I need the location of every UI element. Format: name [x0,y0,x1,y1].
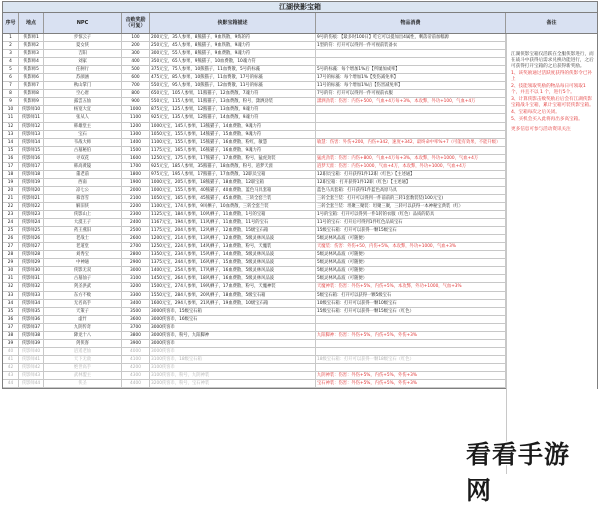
cell-npc: 韦战大师 [44,139,122,146]
cell-index: 17 [3,163,19,170]
cell-chest-desc: 550元宝，115人参果，11熊猫子，13血费散，粉号，潇洒劲装 [150,98,316,105]
header-chest-desc: 侠影宝箱描述 [150,13,316,33]
cell-item-use [316,131,506,138]
cell-npc: 任舸行 [44,66,122,73]
cell-index: 31 [3,275,19,282]
cell-chest-desc: 3000侠客币，16级宝石 [150,316,316,323]
cell-reward: 1300 [122,131,150,138]
cell-location: 侠影师21 [19,195,44,202]
cell-chest-desc: 1167元宝，194人参果，11风栖子，11血费散，11号的宝石 [150,219,316,226]
cell-index: 7 [3,82,19,89]
cell-reward: 1700 [122,163,150,170]
cell-reward: 2600 [122,235,150,242]
cell-location: 侠影师11 [19,114,44,121]
cell-chest-desc: 1450元宝，264人参果，18风栖子，16血费散，5级灵林风品波 [150,275,316,282]
cell-item-use: 三转全套兰装：打开可以得到一件前前的三转1套数装装(100元宝) [316,195,506,202]
cell-chest-desc: 650元宝，105人参果，11熊猫子，12血费散，7魂力符 [150,90,316,97]
cell-npc: 韩高黄镜 [44,163,122,170]
cell-chest-desc: 1550元宝，284人参果，20风栖子，18血费散，5级宝石箱 [150,292,316,299]
cell-index: 44 [3,380,19,387]
cell-index: 5 [3,66,19,73]
notes-line: 5、买机会买入此将再出多高宝箱。 [511,117,583,122]
cell-item-use: 九阴神装：伤害：外伤+5%，内伤+5%，外伤+3% [316,372,506,379]
cell-reward: 1600 [122,155,150,162]
cell-npc: 侠圣 [44,380,122,387]
notes-line: 4、宝箱每次之后关闭。 [511,110,560,115]
cell-chest-desc: 550元宝，95人参果，10熊猫子，12血费散，11号的标藻 [150,82,316,89]
cell-location: 侠影师34 [19,300,44,307]
cell-index: 6 [3,74,19,81]
cell-reward: 4200 [122,364,150,371]
cell-reward: 2900 [122,259,150,266]
cell-index: 22 [3,203,19,210]
cell-item-use: 17号的标藻：每个增加1%【变伤减免率】 [316,74,506,81]
cell-location: 侠影师5 [19,66,44,73]
cell-chest-desc: 975元宝，195人参果，17熊猫子，17血费散，12职员宝箱 [150,171,316,178]
cell-npc: 绝世高手 [44,364,122,371]
cell-reward: 1400 [122,139,150,146]
cell-chest-desc: 350元宝，65人参果，9熊猫子，10血费散，10魂力符 [150,58,316,65]
cell-index: 37 [3,324,19,331]
cell-location: 侠影师16 [19,155,44,162]
cell-location: 侠影师24 [19,219,44,226]
header-reward: 击败奖励（可复） [122,13,150,33]
cell-reward: 3800 [122,332,150,339]
cell-index: 35 [3,308,19,315]
cell-item-use: 9号的伤痕：【最多时100日】吃它可以提加出4属性，剩落帝前加幅源 [316,34,506,41]
cell-index: 39 [3,340,19,347]
cell-index: 24 [3,219,19,226]
cell-npc: 张从人 [44,114,122,121]
cell-npc: 中神通 [44,259,122,266]
cell-reward: 2300 [122,211,150,218]
cell-location: 侠影师7 [19,82,44,89]
cell-item-use: 1型的符：打开可以得到一件可视前装备衣 [316,42,506,49]
cell-chest-desc: 1350元宝，234人参果，15风栖子，14血费散，5级灵林风品波 [150,251,316,258]
cell-chest-desc: 925元宝，135人参果，12熊猫子，14血费散，9魂力符 [150,114,316,121]
cell-item-use: 5级灵林风品波（可随便） [316,251,506,258]
cell-reward: 3400 [122,300,150,307]
cell-chest-desc: 1500元宝，274人参果，19风栖子，17血费散，粉号，天魔神装 [150,283,316,290]
cell-item-use [316,147,506,154]
cell-reward: 3200 [122,283,150,290]
cell-chest-desc: 375元宝，75人参果，10熊猫子，11血费散，5号的标藻 [150,66,316,73]
cell-npc: 空心唐 [44,90,122,97]
cell-item-use: 10级宝石箱：打开可以获得一颗10级宝石 [316,300,506,307]
cell-reward: 700 [122,82,150,89]
header-notes: 备注 [546,20,557,26]
cell-npc: 侠影无双 [44,267,122,274]
header-location: 地点 [19,13,44,33]
cell-reward: 2400 [122,219,150,226]
cell-chest-desc: 1250元宝，175人参果，17熊猫子，17血费散，粉号，猛虎劲装 [150,155,316,162]
cell-chest-desc: 3100侠客币，粉号，九阴神装 [150,372,316,379]
cell-location: 侠影师23 [19,211,44,218]
cell-location: 侠影师14 [19,139,44,146]
cell-item-use: 5级宝石箱：打开可以获得一颗5级宝石 [316,292,506,299]
spreadsheet [2,1,598,389]
cell-location: 侠影师41 [19,356,44,363]
cell-index: 23 [3,211,19,218]
cell-index: 41 [3,356,19,363]
cell-index: 36 [3,316,19,323]
cell-reward: 3100 [122,275,150,282]
cell-npc: 刘家 [44,58,122,65]
cell-index: 1 [3,34,19,41]
cell-chest-desc: 3100侠客币 [150,364,316,371]
cell-npc: 步惊云子 [44,34,122,41]
cell-location: 侠影师32 [19,283,44,290]
cell-npc: 老战士 [44,235,122,242]
cell-item-use: 18级宝石箱：打开可以获得一颗18级宝石（红色） [316,356,506,363]
cell-item-use [316,340,506,347]
cell-index: 34 [3,300,19,307]
cell-item-use [316,58,506,65]
cell-index: 30 [3,267,19,274]
cell-location: 侠影师10 [19,106,44,113]
cell-npc: 古墓秘伯 [44,147,122,154]
cell-index: 42 [3,364,19,371]
cell-reward: 1100 [122,114,150,121]
cell-location: 侠影师1 [19,34,44,41]
cell-chest-desc: 1125元宝，184人参果，10风栖子，11血费散，1号的宝箱 [150,211,316,218]
cell-npc: 解旧侠 [44,203,122,210]
cell-location: 侠影师43 [19,372,44,379]
cell-location: 侠影师20 [19,187,44,194]
cell-npc: 秋山掌门 [44,82,122,89]
cell-item-use [316,324,506,331]
cell-reward: 1900 [122,179,150,186]
cell-location: 侠影师27 [19,243,44,250]
cell-npc: 武林盟主 [44,372,122,379]
cell-item-use: 三转全套兰装：坦聚三聚装：坦聚三聚，三转可以获得一本神秘宝典装（红） [316,203,506,210]
notes-line: 1、该奖励通过活跃度获得的侠影令已补上 [511,71,593,82]
cell-reward: 4400 [122,380,150,387]
cell-reward: 4000 [122,348,150,355]
cell-chest-desc: 1050元宝，155人参果，14熊猫子，15血费散，9魂力符 [150,131,316,138]
cell-reward: 1000 [122,106,150,113]
cell-npc: 寻双花 [44,155,122,162]
cell-location: 侠影师3 [19,50,44,57]
cell-chest-desc: 3100侠客币，18级宝石箱 [150,356,316,363]
cell-location: 侠影师25 [19,227,44,234]
cell-item-use: 九阳脚神：伤害：外伤+5%，内伤+5%，外伤+3% [316,332,506,339]
cell-chest-desc: 1050元宝，165人参果，45熊猫子，45血费散，三转全套兰装 [150,195,316,202]
cell-npc: 天下无敌 [44,356,122,363]
cell-location: 侠影师35 [19,308,44,315]
notes-intro: 江湖侠影宝箱仅活跃在全服侠影进行，而在战斗中获得后需求兑换功能进行，之后可获得打开宝箱的之后获得新奖励。 [511,52,594,69]
cell-reward: 1800 [122,171,150,178]
cell-item-use: 7号的符：打开可以得到一件可视前衣服 [316,90,506,97]
cell-chest-desc: 3000侠客币，粉号，九阳脚神 [150,332,316,339]
cell-item-use: 逍梦天涯：伤害：内伤+1000，气血+4万，本攻弊，外功+1000，气血+4万 [316,163,506,170]
cell-item-use [316,114,506,121]
cell-location: 侠影师6 [19,74,44,81]
cell-index: 8 [3,90,19,97]
cell-npc: 大漠王子 [44,219,122,226]
cell-location: 侠影师39 [19,340,44,347]
cell-index: 32 [3,283,19,290]
cell-reward: 200 [122,42,150,49]
cell-item-use [316,316,506,323]
cell-index: 2 [3,42,19,49]
cell-index: 25 [3,227,19,234]
cell-reward: 400 [122,58,150,65]
cell-chest-desc: 3000侠客币 [150,340,316,347]
cell-item-use: 5级灵林风品波（可随便） [316,259,506,266]
cell-item-use: 5级灵林风品波（可随便） [316,235,506,242]
cell-index: 9 [3,98,19,105]
cell-location: 侠影师15 [19,147,44,154]
cell-location: 侠影师13 [19,131,44,138]
cell-reward: 900 [122,98,150,105]
cell-chest-desc: 1175元宝，204人参果，12风栖子，12血费散，15级宝石箱 [150,227,316,234]
cell-index: 13 [3,131,19,138]
cell-npc: 虚竹 [44,316,122,323]
cell-index: 14 [3,139,19,146]
cell-item-use: 11号的宝石：打开后可得到1件红色品质宝石 [316,219,506,226]
cell-location: 侠影师37 [19,324,44,331]
cell-item-use: 猛虎劲装：伤害：内伤+800，气血+4万每+3%，本攻弊，外功+1000，气血+4万 [316,155,506,162]
cell-index: 18 [3,171,19,178]
cell-npc: 古墓仙子 [44,275,122,282]
cell-item-use: 12职宝箱：打开获得1件12职（红色）【主述通】 [316,179,506,186]
cell-reward: 2800 [122,251,150,258]
cell-item-use: 潇洒劲装：伤害：内伤+500，气血+4万每+3%，本攻弊，外功+100，气血+4万 [316,98,506,105]
cell-chest-desc: 1000元宝，155人参果，40熊猫子，40血费散，蓝色马具套箱 [150,187,316,194]
cell-npc: 露雲五仙 [44,98,122,105]
cell-location: 侠影师40 [19,348,44,355]
notes-cell [506,34,597,474]
cell-item-use: 15级宝石箱：打开可以获得一颗15级宝石 [316,227,506,234]
cell-npc: 杨宽大宜 [44,106,122,113]
header-npc: NPC [44,13,122,33]
cell-item-use: 蓝色马具套箱：打开获得1件蓝色高原马具 [316,187,506,194]
cell-chest-desc: 475元宝，85人参果，10熊猫子，11血费散，17号的标藻 [150,74,316,81]
cell-reward: 800 [122,90,150,97]
cell-reward: 1200 [122,123,150,130]
cell-location: 侠影师2 [19,42,44,49]
cell-chest-desc: 3000侠客币 [150,348,316,355]
cell-item-use [316,364,506,371]
cell-npc: 苏颜涵 [44,74,122,81]
cell-index: 38 [3,332,19,339]
cell-index: 29 [3,259,19,266]
sheet-title: 江湖侠影宝箱 [3,2,597,13]
cell-item-use: 15级宝石箱：打开可以获得一颗15级宝石（红色） [316,308,506,315]
cell-index: 26 [3,235,19,242]
cell-reward: 300 [122,50,150,57]
cell-location: 侠影师38 [19,332,44,339]
cell-index: 21 [3,195,19,202]
cell-item-use: 5号的标藻：每个增加1%后【所屡加成率】 [316,66,506,73]
cell-npc: 夏女侠 [44,42,122,49]
cell-npc: 逍遥老仙 [44,348,122,355]
cell-reward: 3300 [122,292,150,299]
cell-index: 19 [3,179,19,186]
cell-chest-desc: 1175元宝，165人参果，16熊猫子，16血费散，9魂力符 [150,147,316,154]
cell-reward: 2100 [122,195,150,202]
cell-chest-desc: 300元宝，55人参果，8熊猫子，9血费散，9魂力符 [150,50,316,57]
cell-location: 侠影师12 [19,123,44,130]
cell-item-use: 天魔神装：伤害：外伤+5%，内伤+5%，本攻弊，外功+1000，气血+3% [316,283,506,290]
cell-reward: 1500 [122,147,150,154]
cell-npc: 降龙十八 [44,332,122,339]
cell-chest-desc: 3200侠客币，粉号，宝石神装 [150,380,316,387]
cell-index: 3 [3,50,19,57]
cell-index: 10 [3,106,19,113]
table-header [3,13,597,34]
cell-location: 侠影师22 [19,203,44,210]
cell-chest-desc: 1000元宝，145人参果，13熊猫子，14血费散，9魂力符 [150,123,316,130]
cell-reward: 3000 [122,267,150,274]
cell-npc: 无名高手 [44,300,122,307]
cell-chest-desc: 1250元宝，224人参果，14风栖子，13血费散，粉号，天魔装 [150,243,316,250]
cell-item-use [316,348,506,355]
cell-npc: 韩雄堂主 [44,123,122,130]
cell-chest-desc: 1100元宝，155人参果，15熊猫子，16血费散，粉红，敏慧 [150,139,316,146]
cell-reward: 2500 [122,227,150,234]
cell-location: 侠影师9 [19,98,44,105]
table [3,13,597,388]
cell-npc: 西南 [44,179,122,186]
cell-npc: 董老前 [44,171,122,178]
notes-line: 2、技能领取奖励的物品每日可领取1个，并且不以 1 个，进行5个。 [511,84,586,95]
cell-reward: 4300 [122,372,150,379]
cell-item-use: 11号的标藻：每个增加1%后【伤害减免率】 [316,82,506,89]
cell-reward: 2700 [122,243,150,250]
cell-chest-desc: 1375元宝，244人参果，16风栖子，15血费散，5级灵林风品波 [150,259,316,266]
cell-reward: 4100 [122,356,150,363]
cell-npc: 吉阳 [44,50,122,57]
cell-chest-desc: 3000侠客币 [150,324,316,331]
cell-reward: 3700 [122,324,150,331]
cell-location: 侠影师30 [19,267,44,274]
cell-index: 28 [3,251,19,258]
cell-item-use [316,50,506,57]
cell-location: 侠影师8 [19,90,44,97]
cell-location: 侠影师44 [19,380,44,387]
cell-index: 27 [3,243,19,250]
cell-location: 侠影师4 [19,58,44,65]
cell-location: 侠影师17 [19,163,44,170]
cell-chest-desc: 1100元宝，174人参果，9风栖子，10血费散，三转全套兰装 [150,203,316,210]
cell-reward: 3600 [122,316,150,323]
header-index: 序号 [3,13,19,33]
cell-reward: 100 [122,34,150,41]
cell-location: 侠影师29 [19,259,44,266]
cell-npc: 凉七公 [44,187,122,194]
cell-npc: 侠影山上 [44,211,122,218]
cell-index: 40 [3,348,19,355]
watermark-logo [466,440,594,505]
cell-index: 4 [3,58,19,65]
cell-item-use: 宝石神装：伤害：外伤+5%，内伤+5%，外伤+3% [316,380,506,387]
cell-chest-desc: 200元宝，35人参果，8熊猫子，9血铁散，9炼的符 [150,34,316,41]
cell-item-use: 12职员宝箱：打开获得1件12职（红色）【主述通】 [316,171,506,178]
cell-item-use: 5级灵林风品波（可随便） [316,275,506,282]
cell-npc: 药王燕旧 [44,227,122,234]
cell-item-use [316,106,506,113]
cell-item-use: 5级灵林风品波（可随便） [316,267,506,274]
notes-extra: 更多信息可参与活动资讯关注 [511,127,571,132]
cell-chest-desc: 1000元宝，205人参果，18熊猫子，18血费散，12职宝箱 [150,179,316,186]
cell-index: 11 [3,114,19,121]
cell-chest-desc: 925元宝，185人参果，35熊猫子，18血费散，粉号，逍梦天涯 [150,163,316,170]
cell-index: 12 [3,123,19,130]
cell-reward: 2200 [122,203,150,210]
cell-reward: 2000 [122,187,150,194]
cell-chest-desc: 3000侠客币，15级宝石箱 [150,308,316,315]
cell-location: 侠影师31 [19,275,44,282]
cell-index: 20 [3,187,19,194]
cell-npc: 慕容雪 [44,195,122,202]
cell-index: 33 [3,292,19,299]
cell-chest-desc: 1200元宝，214人参果，13风栖子，12血费散，5级灵林风品波 [150,235,316,242]
cell-location: 侠影师19 [19,179,44,186]
cell-npc: 剑圣洪武 [44,283,122,290]
cell-npc: 刘秀宝 [44,251,122,258]
cell-chest-desc: 875元宝，125人参果，12熊猫子，13血费散，9魂力符 [150,106,316,113]
cell-item-use [316,123,506,130]
header-item-use: 物品消费 [316,13,506,33]
cell-npc: 九阴传奇 [44,324,122,331]
cell-location: 侠影师28 [19,251,44,258]
cell-chest-desc: 250元宝，45人参果，8熊猫子，9血铁散，9魂力符 [150,42,316,49]
cell-npc: 老道堂 [44,243,122,250]
notes-line: 3、计算侠影击败奖励后后会有江湖侠影宝箱战斗宝箱，累计宝箱可装侠影宝箱。 [511,97,594,108]
cell-npc: 剑侠客 [44,340,122,347]
cell-location: 侠影师36 [19,316,44,323]
watermark-text: 看看手游网 [466,440,571,505]
cell-location: 侠影师18 [19,171,44,178]
cell-location: 侠影师42 [19,364,44,371]
cell-npc: 东方不败 [44,292,122,299]
cell-item-use: 1号的宝箱：打开可以得到一件1转的衣服（红色）品质的防具 [316,211,506,218]
cell-reward: 600 [122,74,150,81]
cell-npc: 宝石 [44,131,122,138]
cell-chest-desc: 1600元宝，294人参果，21风栖子，19血费散，10级宝石箱 [150,300,316,307]
cell-location: 侠影师33 [19,292,44,299]
cell-npc: 天策子 [44,308,122,315]
cell-location: 侠影师26 [19,235,44,242]
cell-chest-desc: 1400元宝，254人参果，17风栖子，16血费散，5级灵林风品波 [150,267,316,274]
cell-reward: 3500 [122,308,150,315]
cell-index: 43 [3,372,19,379]
cell-reward: 500 [122,66,150,73]
cell-reward: 3900 [122,340,150,347]
cell-index: 16 [3,155,19,162]
cell-index: 15 [3,147,19,154]
cell-item-use: 敏慧：伤害：外伤+200，内伤+342，速度+342，最终命中率%+7（可能有效果，不能升级） [316,139,506,146]
cell-item-use: 天魔装：伤害：外伤+50，内伤+5%，本攻弊，外功+1000，气血+3% [316,243,506,250]
